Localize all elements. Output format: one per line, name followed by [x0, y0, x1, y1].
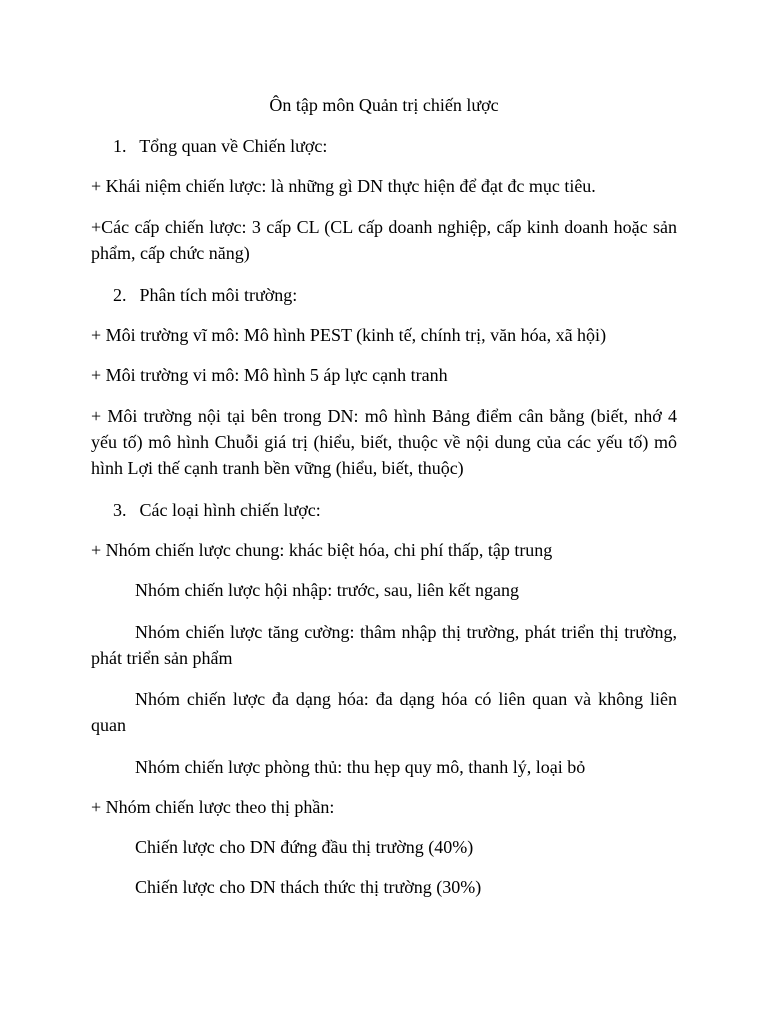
paragraph: Nhóm chiến lược hội nhập: trước, sau, liên kết ngang: [135, 580, 519, 600]
paragraph: Nhóm chiến lược đa dạng hóa: đa dạng hóa có liên quan và không liên quan: [91, 689, 677, 735]
section-heading-text: Phân tích môi trường:: [139, 285, 298, 305]
section-number: 1.: [113, 136, 127, 156]
paragraph: + Môi trường vĩ mô: Mô hình PEST (kinh tế, chính trị, văn hóa, xã hội): [91, 325, 607, 345]
paragraph: Chiến lược cho DN đứng đầu thị trường (40%): [135, 837, 474, 857]
paragraph: Chiến lược cho DN thách thức thị trường (30%): [135, 877, 482, 897]
paragraph: + Môi trường nội tại bên trong DN: mô hình Bảng điểm cân bằng (biết, nhớ 4 yếu tố) mô hình Chuỗi giá trị (hiểu, biết, thuộc về nội dung của các yếu tố) mô hình Lợi thế cạnh tranh bền vững (hiểu, biết, thuộc): [91, 406, 677, 478]
section-heading-text: Các loại hình chiến lược:: [139, 500, 321, 520]
paragraph: + Khái niệm chiến lược: là những gì DN thực hiện để đạt đc mục tiêu.: [91, 176, 596, 196]
paragraph: Nhóm chiến lược phòng thủ: thu hẹp quy mô, thanh lý, loại bỏ: [135, 757, 586, 777]
paragraph: + Môi trường vi mô: Mô hình 5 áp lực cạnh tranh: [91, 365, 448, 385]
section-heading: [113, 497, 321, 523]
section-heading: [113, 282, 297, 308]
section-number: 3.: [113, 500, 127, 520]
paragraph: Nhóm chiến lược tăng cường: thâm nhập thị trường, phát triển thị trường, phát triển sản phẩm: [91, 622, 677, 668]
paragraph: + Nhóm chiến lược theo thị phần:: [91, 797, 335, 817]
document-title: Ôn tập môn Quản trị chiến lược: [269, 95, 499, 115]
section-heading: [113, 133, 327, 159]
paragraph: + Nhóm chiến lược chung: khác biệt hóa, chi phí thấp, tập trung: [91, 540, 553, 560]
paragraph: +Các cấp chiến lược: 3 cấp CL (CL cấp doanh nghiệp, cấp kinh doanh hoặc sản phẩm, cấp chức năng): [91, 217, 677, 263]
section-heading-text: Tổng quan về Chiến lược:: [139, 136, 328, 156]
section-number: 2.: [113, 285, 127, 305]
